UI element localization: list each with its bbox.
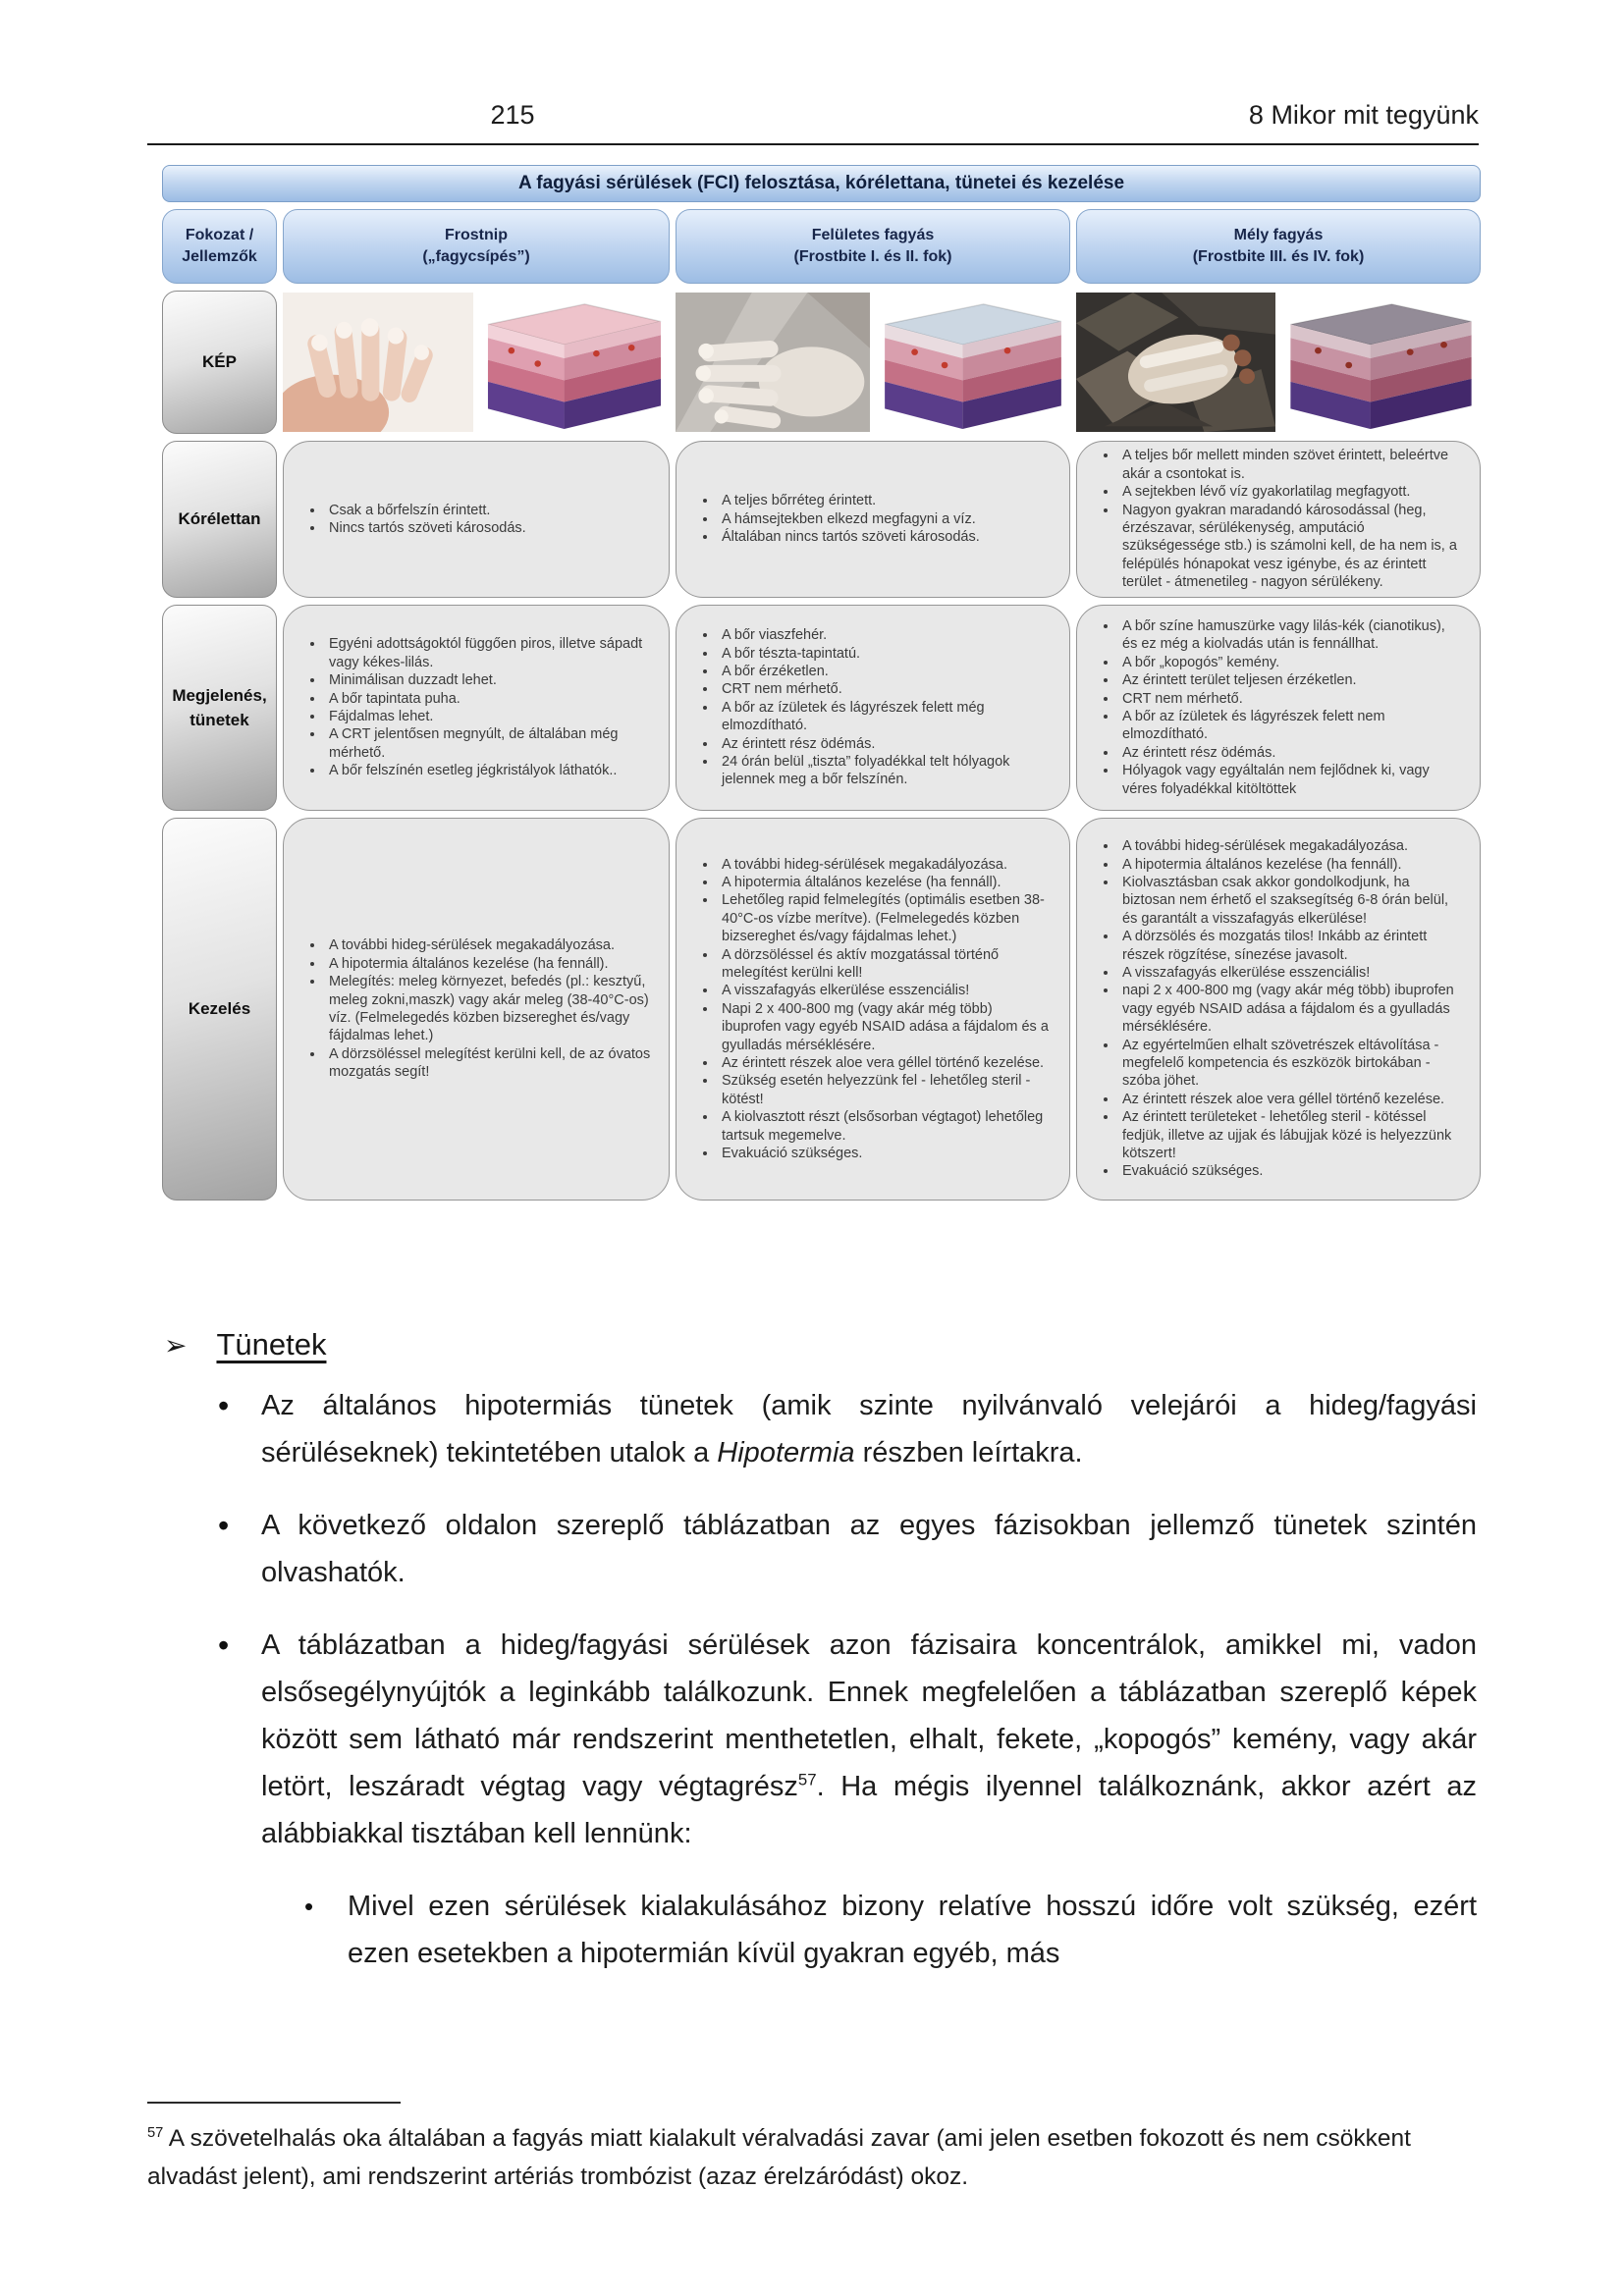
row-label-kezeles: Kezelés [162, 818, 277, 1201]
cell-megjelenes-mely [1076, 605, 1481, 811]
cell-bullet: • A visszafagyás elkerülése esszenciális! [1118, 964, 1462, 982]
bullet-dot-icon: • [218, 1628, 230, 1663]
page-number: 215 [490, 100, 535, 130]
section-heading-text: Tünetek [216, 1327, 327, 1362]
cell-bullet: • Lehetőleg rapid felmelegítés (optimális esetben 38-40°C-os vízbe merítve). (Felmelegedés közben bizsereghet és/vagy fájdalmas lehet.) [718, 891, 1052, 945]
body-bullet-3-text [261, 1622, 1477, 1857]
chapter-header: 8 Mikor mit tegyünk [1248, 100, 1479, 130]
footnote-text: A szövetelhalás oka általában a fagyás miatt kialakult véralvadási zavar (ami jelen esetben fokozott és nem csökkent alvadást jelent), ami rendszerint artériás trombózist (azaz érelzáródást) okoz. [147, 2125, 1411, 2190]
bullet-dot-icon: • [304, 1892, 314, 1921]
cell-bullet: • A dörzsöléssel és aktív mozgatással történő melegítést kerülni kell! [718, 946, 1052, 983]
corner-line1: Fokozat / [185, 227, 254, 244]
body-bullet-1-text [261, 1382, 1477, 1476]
corner-line2: Jellemzők [182, 248, 257, 265]
footnote-separator [147, 2102, 401, 2104]
column-header-frostnip [283, 209, 670, 284]
deep-frostbite-hand-photo [1076, 293, 1275, 432]
column-subtitle: („fagycsípés”) [422, 248, 530, 265]
corner-header-fokozat-jellemzok [162, 209, 277, 284]
cell-bullet: • A visszafagyás elkerülése esszenciális! [718, 982, 1052, 999]
column-title: Frostnip [445, 227, 508, 244]
body-bullet-list [218, 1382, 1477, 2002]
bullet-list [694, 626, 1052, 789]
column-subtitle: (Frostbite I. és II. fok) [793, 248, 952, 265]
cell-bullet: • A dörzsöléssel melegítést kerülni kell, de az óvatos mozgatás segít! [325, 1045, 651, 1082]
bullet-list [694, 856, 1052, 1163]
cell-bullet: • A bőr tapintata puha. [325, 690, 651, 708]
cell-bullet: • Az egyértelműen elhalt szövetrészek eltávolítása - megfelelő kompetencia és eszközök birtokában - szóba jöhet. [1118, 1037, 1462, 1091]
footnote [147, 2120, 1479, 2196]
cell-bullet: • napi 2 x 400-800 mg (vagy akár még több) ibuprofen vagy egyéb NSAID adása a fájdalom és a gyulladás mérséklésére. [1118, 982, 1462, 1036]
cell-bullet: • Hólyagok vagy egyáltalán nem fejlődnek ki, vagy véres folyadékkal kitöltöttek [1118, 762, 1462, 798]
cell-bullet: • Az érintett részek aloe vera géllel történő kezelése. [1118, 1091, 1462, 1108]
cell-bullet: • Szükség esetén helyezzünk fel - lehetőleg steril - kötést! [718, 1072, 1052, 1108]
column-header-mely-fagyas [1076, 209, 1481, 284]
cell-bullet: • Napi 2 x 400-800 mg (vagy akár még több) ibuprofen vagy egyéb NSAID adása a fájdalom és a gyulladás mérséklésére. [718, 1000, 1052, 1054]
cell-bullet: • Evakuáció szükséges. [718, 1145, 1052, 1162]
cell-bullet: • A bőr „kopogós” kemény. [1118, 654, 1462, 671]
bullet-list [301, 936, 651, 1081]
frostnip-hand-photo [283, 293, 473, 432]
cell-kezeles-mely [1076, 818, 1481, 1201]
cell-bullet: • A bőr viaszfehér. [718, 626, 1052, 644]
cell-bullet: • A bőr érzéketlen. [718, 663, 1052, 680]
header-rule [147, 143, 1479, 145]
cell-bullet: • A további hideg-sérülések megakadályozása. [325, 936, 651, 954]
bullet-text-italic: Hipotermia [717, 1437, 855, 1468]
cell-bullet: • A hámsejtekben elkezd megfagyni a víz. [718, 510, 1052, 528]
table-title: A fagyási sérülések (FCI) felosztása, kórélettana, tünetei és kezelése [162, 165, 1481, 202]
bullet-list [1095, 617, 1462, 798]
cell-bullet: • Evakuáció szükséges. [1118, 1162, 1462, 1180]
cell-bullet: • Az érintett rész ödémás. [718, 735, 1052, 753]
cell-bullet: • A bőr színe hamuszürke vagy lilás-kék (cianotikus), és ez még a kiolvadás után is fennállhat. [1118, 617, 1462, 654]
cell-korelettan-feluletes [676, 441, 1070, 598]
row-label-kep: KÉP [162, 291, 277, 434]
cell-bullet: • CRT nem mérhető. [1118, 690, 1462, 708]
bullet-text-post: részben leírtakra. [854, 1437, 1083, 1468]
arrow-bullet-icon: ➢ [164, 1330, 188, 1361]
cell-bullet: • Nagyon gyakran maradandó károsodással (heg, érzészavar, sérülékenység, amputáció szükségessége stb.) is számolni kell, de ha nem is, a felépülés hónapokat vesz igénybe, és az érintett terület - átmenetileg - nagyon sérülékeny. [1118, 502, 1462, 592]
section-heading-tunetek [164, 1327, 326, 1362]
cell-bullet: • A további hideg-sérülések megakadályozása. [718, 856, 1052, 874]
row-label-megjelenes-tunetek [162, 605, 277, 811]
cell-bullet: • 24 órán belül „tiszta” folyadékkal telt hólyagok jelennek meg a bőr felszínén. [718, 753, 1052, 789]
bullet-list [1095, 447, 1462, 591]
bullet-text-post: . Ha mégis ilyennel találkoznánk, akkor azért az alábbiakkal tisztában kell lennünk: [261, 1771, 1477, 1849]
cell-bullet: • A bőr az ízületek és lágyrészek felett még elmozdítható. [718, 699, 1052, 735]
fci-table [162, 165, 1481, 1201]
cell-bullet: • A kiolvasztott részt (elsősorban végtagot) lehetőleg tartsuk megemelve. [718, 1108, 1052, 1145]
footnote-reference: 57 [797, 1770, 817, 1789]
cell-kep-mely [1076, 291, 1481, 434]
bullet-text-pre: A táblázatban a hideg/fagyási sérülések azon fázisaira koncentrálok, amikkel mi, vadon elsősegélynyújtók a leginkább találkozunk. Ennek megfelelően a táblázatban szereplő képek között sem látható már rendszerint menthetetlen, elhalt, fekete, „kopogós” kemény, vagy akár letört, leszáradt végtag vagy végtagrész [261, 1629, 1477, 1802]
cell-bullet: • A hipotermia általános kezelése (ha fennáll). [718, 874, 1052, 891]
column-title: Mély fagyás [1233, 227, 1324, 244]
cell-megjelenes-feluletes [676, 605, 1070, 811]
cell-bullet: • A bőr az ízületek és lágyrészek felett nem elmozdítható. [1118, 708, 1462, 744]
superficial-skin-diagram [876, 293, 1070, 432]
row-label-line2: tünetek [189, 711, 249, 729]
cell-bullet: • Az érintett terület teljesen érzéketlen. [1118, 671, 1462, 689]
deep-skin-diagram [1281, 293, 1481, 432]
cell-kezeles-feluletes [676, 818, 1070, 1201]
cell-kep-frostnip [283, 291, 670, 434]
cell-megjelenes-frostnip [283, 605, 670, 811]
body-sub-bullet-text: Mivel ezen sérülések kialakulásához bizony relatíve hosszú időre volt szükség, ezért ezen esetekben a hipotermián kívül gyakran egyéb, más [348, 1891, 1477, 1969]
cell-bullet: • Általában nincs tartós szöveti károsodás. [718, 528, 1052, 546]
cell-bullet: • Minimálisan duzzadt lehet. [325, 671, 651, 689]
body-bullet-3 [218, 1622, 1477, 1857]
cell-bullet: • A bőr felszínén esetleg jégkristályok láthatók.. [325, 762, 651, 779]
cell-bullet: • A dörzsölés és mozgatás tilos! Inkább az érintett részek rögzítése, sínezése javasolt. [1118, 928, 1462, 964]
cell-kezeles-frostnip [283, 818, 670, 1201]
column-header-feluletes-fagyas [676, 209, 1070, 284]
body-bullet-2-text: A következő oldalon szereplő táblázatban az egyes fázisokban jellemző tünetek szintén olvashatók. [261, 1510, 1477, 1588]
cell-bullet: • A hipotermia általános kezelése (ha fennáll). [1118, 856, 1462, 874]
cell-bullet: • Az érintett területeket - lehetőleg steril - kötéssel fedjük, illetve az ujjak és lábujjak közé is helyezzünk kötszert! [1118, 1108, 1462, 1162]
superficial-frostbite-hand-photo [676, 293, 870, 432]
cell-bullet: • A hipotermia általános kezelése (ha fennáll). [325, 955, 651, 973]
row-label-korelettan: Kórélettan [162, 441, 277, 598]
cell-korelettan-mely [1076, 441, 1481, 598]
bullet-list [301, 502, 651, 538]
bullet-dot-icon: • [218, 1508, 230, 1543]
cell-bullet: • Egyéni adottságoktól függően piros, illetve sápadt vagy kékes-lilás. [325, 635, 651, 671]
cell-bullet: • Nincs tartós szöveti károsodás. [325, 519, 651, 537]
cell-bullet: • A teljes bőrréteg érintett. [718, 492, 1052, 509]
cell-bullet: • Melegítés: meleg környezet, befedés (pl.: kesztyű, meleg zokni,maszk) vagy akár meleg (38-40°C-os) víz. (Felmelegedés közben bizsereghet és/vagy fájdalmas lehet.) [325, 973, 651, 1045]
bullet-list [1095, 837, 1462, 1181]
cell-bullet: • CRT nem mérhető. [718, 680, 1052, 698]
frostnip-skin-diagram [479, 293, 670, 432]
cell-bullet: • A további hideg-sérülések megakadályozása. [1118, 837, 1462, 855]
cell-bullet: • A bőr tészta-tapintatú. [718, 645, 1052, 663]
cell-kep-feluletes [676, 291, 1070, 434]
cell-bullet: • Csak a bőrfelszín érintett. [325, 502, 651, 519]
cell-bullet: • Fájdalmas lehet. [325, 708, 651, 725]
column-title: Felületes fagyás [811, 227, 935, 244]
bullet-text-pre: Az általános hipotermiás tünetek (amik szinte nyilvánvaló velejárói a hideg/fagyási sérüléseknek) tekintetében utalok a [261, 1390, 1477, 1468]
cell-bullet: • Az érintett rész ödémás. [1118, 744, 1462, 762]
body-bullet-1 [218, 1382, 1477, 1476]
cell-bullet: • A teljes bőr mellett minden szövet érintett, beleértve akár a csontokat is. [1118, 447, 1462, 483]
cell-bullet: • A sejtekben lévő víz gyakorlatilag megfagyott. [1118, 483, 1462, 501]
cell-bullet: • Az érintett részek aloe vera géllel történő kezelése. [718, 1054, 1052, 1072]
row-label-line1: Megjelenés, [172, 685, 267, 705]
bullet-list [301, 635, 651, 779]
column-subtitle: (Frostbite III. és IV. fok) [1192, 248, 1365, 265]
bullet-dot-icon: • [218, 1388, 230, 1423]
footnote-number: 57 [147, 2124, 164, 2141]
cell-korelettan-frostnip [283, 441, 670, 598]
cell-bullet: • A CRT jelentősen megnyúlt, de általában még mérhető. [325, 725, 651, 762]
cell-bullet: • Kiolvasztásban csak akkor gondolkodjunk, ha biztosan nem érhető el szaksegítség 6-8 órán belül, és garantált a visszafagyás elkerülése! [1118, 874, 1462, 928]
bullet-list [694, 492, 1052, 546]
body-sub-bullet [218, 1883, 1477, 1977]
body-bullet-2 [218, 1502, 1477, 1596]
